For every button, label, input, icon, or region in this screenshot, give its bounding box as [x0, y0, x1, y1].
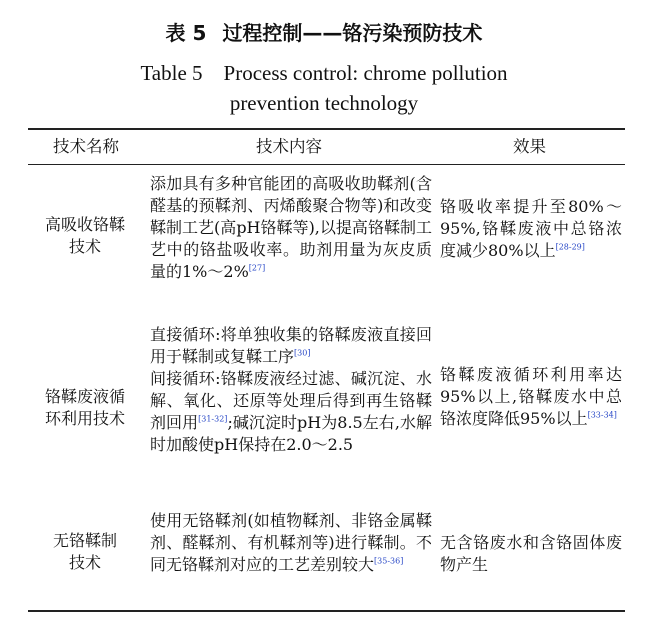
row-3-name: 无铬鞣制 技术 — [52, 531, 117, 572]
table-caption-chinese — [0, 20, 648, 46]
table-bottom-rule — [28, 610, 625, 612]
row-3-effect-text: 无含铬废水和含铬固体废物产生 — [440, 533, 622, 574]
row-1-effect — [440, 196, 622, 262]
table-title-english-line-2: prevention technology — [229, 91, 419, 115]
row-2-indirect-cycle: 间接循环:铬鞣废液经过滤、碱沉淀、水解、氧化、还原等处理后得到再生铬鞣剂回用[31-32];碱沉淀时pH为8.5左右,水解时加酸使pH保持在2.0～2.5 — [150, 369, 432, 454]
row-1-effect-citation[interactable]: [28-29] — [555, 242, 585, 252]
row-2-effect-citation[interactable]: [33-34] — [587, 410, 617, 420]
header-technology-content: 技术内容 — [256, 137, 322, 156]
table-caption-english — [0, 58, 648, 118]
table-title-english-line-1: Table 5 Process control: chrome pollution — [140, 61, 508, 85]
row-3-content-citation[interactable]: [35-36] — [374, 556, 404, 566]
table-top-rule — [28, 128, 625, 130]
header-technology-name: 技术名称 — [53, 137, 119, 156]
row-2-effect — [440, 364, 622, 430]
table-label: 表 5 — [165, 21, 207, 45]
row-3-effect — [440, 532, 622, 576]
row-2-content — [150, 324, 432, 456]
row-2-direct-cycle: 直接循环:将单独收集的铬鞣废液直接回用于鞣制或复鞣工序[30] — [150, 325, 432, 366]
table-title-chinese: 过程控制——铬污染预防技术 — [222, 21, 483, 45]
row-1-name: 高吸收铬鞣 技术 — [44, 215, 125, 256]
row-2-effect-text: 铬鞣废液循环利用率达95%以上,铬鞣废水中总铬浓度降低95%以上 — [440, 365, 622, 428]
row-3-content — [150, 510, 432, 576]
row-2-name: 铬鞣废液循 环利用技术 — [44, 387, 125, 428]
row-2-direct-citation[interactable]: [30] — [294, 348, 311, 358]
table-header-rule — [28, 164, 625, 165]
row-1-content-citation[interactable]: [27] — [248, 263, 266, 273]
header-effect: 效果 — [513, 137, 546, 156]
row-3-content-text: 使用无铬鞣剂(如植物鞣剂、非铬金属鞣剂、醛鞣剂、有机鞣剂等)进行鞣制。不同无铬鞣剂对应的工艺差别较大 — [150, 511, 432, 574]
row-1-content-text: 添加具有多种官能团的高吸收助鞣剂(含醛基的预鞣剂、丙烯酸聚合物等)和改变鞣制工艺(高pH铬鞣等),以提高铬鞣制工艺中的铬盐吸收率。助剂用量为灰皮质量的1%～2% — [150, 174, 432, 281]
row-2-indirect-citation[interactable]: [31-32] — [198, 414, 228, 424]
row-1-content — [150, 173, 432, 283]
row-1-effect-text: 铬吸收率提升至80%～95%,铬鞣废液中总铬浓度减少80%以上 — [440, 197, 622, 260]
